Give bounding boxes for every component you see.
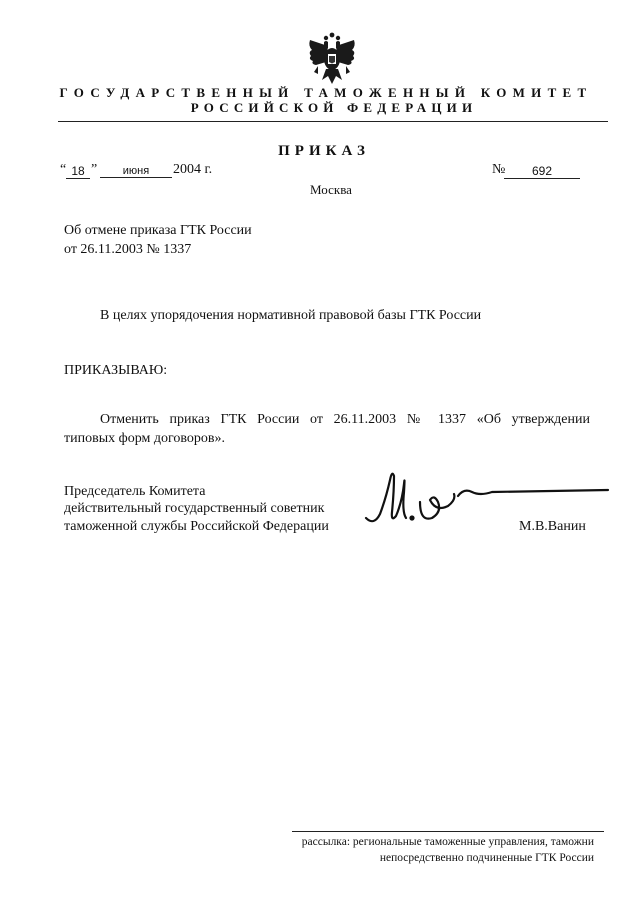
subject-line2: от 26.11.2003 № 1337 xyxy=(64,242,192,257)
order-day: 18 xyxy=(66,164,90,179)
organization-name-line1: ГОСУДАРСТВЕННЫЙ ТАМОЖЕННЫЙ КОМИТЕТ xyxy=(59,85,593,100)
signatory-position-line2: действительный государственный советник xyxy=(64,501,325,516)
subject-line1: Об отмене приказа ГТК России xyxy=(64,223,252,238)
header-divider xyxy=(58,121,608,122)
order-text-line2: типовых форм договоров». xyxy=(64,431,225,446)
date-quote-open: “ xyxy=(60,162,67,177)
order-year: 2004 г. xyxy=(173,162,213,177)
document-title: ПРИКАЗ xyxy=(278,143,370,159)
distribution-divider xyxy=(292,831,604,832)
order-month: июня xyxy=(100,165,172,178)
distribution-line1: рассылка: региональные таможенные управления, таможни xyxy=(301,836,594,848)
signatory-name: М.В.Ванин xyxy=(519,519,586,534)
purpose-text: В целях упорядочения нормативной правовой базы ГТК России xyxy=(100,308,482,323)
organization-name-line2: РОССИЙСКОЙ ФЕДЕРАЦИИ xyxy=(190,100,478,115)
order-directive: ПРИКАЗЫВАЮ: xyxy=(64,363,168,378)
order-number: 692 xyxy=(504,164,580,179)
date-quote-close: ” xyxy=(91,162,98,177)
signatory-position-line3: таможенной службы Российской Федерации xyxy=(64,519,329,534)
order-city: Москва xyxy=(310,182,352,197)
russian-coat-of-arms-icon xyxy=(306,32,358,88)
distribution-line2: непосредственно подчиненные ГТК России xyxy=(379,852,594,864)
order-number-sign: № xyxy=(492,162,506,177)
order-text-line1: Отменить приказ ГТК России от 26.11.2003 № 1337 «Об утверждении xyxy=(100,412,590,427)
signatory-position-line1: Председатель Комитета xyxy=(64,484,206,499)
